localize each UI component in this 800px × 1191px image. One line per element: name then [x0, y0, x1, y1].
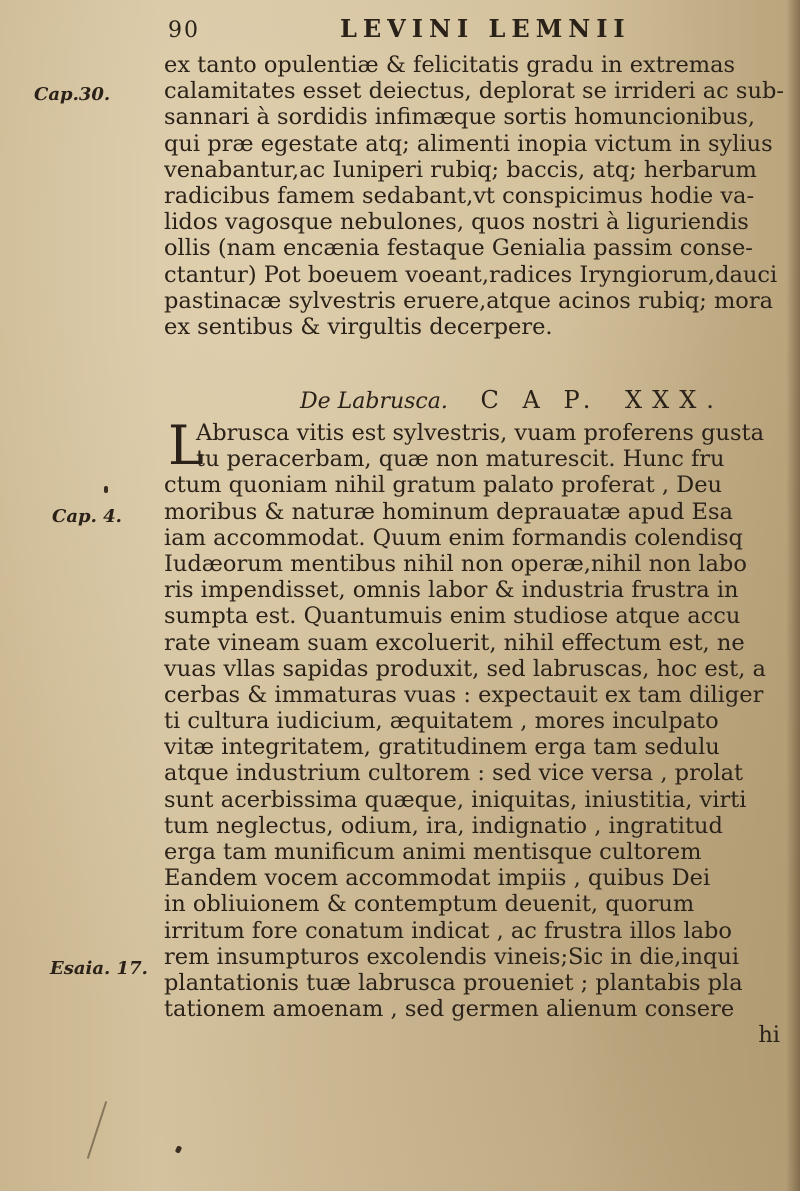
margin-note-cap30: Cap.30. [34, 84, 111, 105]
text-line: atque industrium cultorem : sed vice versa , prolat [164, 760, 744, 787]
page-edge-shadow [786, 0, 800, 1191]
text-line: irritum fore conatum indicat , ac frustra illos labo [164, 917, 732, 944]
text-line: iam accommodat. Quum enim formandis colendisq [164, 524, 743, 551]
chapter-title: De Labrusca. [300, 389, 448, 414]
text-line: ctantur) Pot boeuem voeant,radices Iryngiorum,dauci [164, 261, 778, 288]
ink-dot [104, 486, 108, 493]
text-line: rem insumpturos excolendis vineis;Sic in die,inqui [164, 943, 740, 970]
text-line: qui præ egestate atq; alimenti inopia victum in sylius [164, 130, 773, 157]
text-line: rate vineam suam excoluerit, nihil effectum est, ne [164, 629, 745, 656]
chapter-heading [300, 386, 724, 414]
text-line: venabantur,ac Iuniperi rubiq; baccis, atq; herbarum [164, 156, 757, 183]
running-head: LEVINI LEMNII [340, 14, 631, 43]
text-line: tationem amoenam , sed germen alienum consere [164, 996, 735, 1023]
text-line: ti cultura iudicium, æquitatem , mores inculpato [164, 708, 719, 735]
text-line: Iudæorum mentibus nihil non operæ,nihil non labo [164, 550, 747, 577]
margin-note-esaia: Esaia. 17. [50, 958, 148, 979]
text-line: calamitates esset deiectus, deplorat se irrideri ac sub- [164, 78, 784, 105]
chapter-text [164, 414, 784, 1049]
text-line: tum neglectus, odium, ira, indignatio , ingratitud [164, 812, 723, 839]
text-line: vitæ integritatem, gratitudinem erga tam sedulu [164, 734, 720, 761]
top-paragraph [164, 52, 784, 340]
text-line: ex sentibus & virgultis decerpere. [164, 313, 553, 340]
text-line: pastinacæ sylvestris eruere,atque acinos rubiq; mora [164, 287, 774, 314]
text-line: radicibus famem sedabant,vt conspicimus hodie va- [164, 182, 755, 209]
text-line: erga tam munificum animi mentisque cultorem [164, 839, 702, 865]
page-number: 90 [168, 18, 200, 43]
text-line: vuas vllas sapidas produxit, sed labruscas, hoc est, a [164, 655, 766, 682]
chapter-label: C A P. [480, 386, 599, 414]
text-line: cerbas & immaturas vuas : expectauit ex tam diliger [164, 681, 764, 708]
chapter-number: XXX. [625, 386, 724, 414]
page-header [168, 14, 768, 50]
text-line: moribus & naturæ hominum deprauatæ apud Esa [164, 498, 733, 525]
ink-stroke-mark [87, 1101, 107, 1159]
ink-dot [175, 1145, 182, 1153]
text-line: Abrusca vitis est sylvestris, vuam proferens gusta [196, 420, 764, 446]
drop-cap: L [168, 414, 204, 477]
text-line: sunt acerbissima quæque, iniquitas, iniustitia, virti [164, 786, 747, 813]
text-line: ollis (nam encænia festaque Genialia passim conse- [164, 235, 753, 262]
text-line: ris impendisset, omnis labor & industria frustra in [164, 577, 739, 604]
text-line: in obliuionem & contemptum deuenit, quorum [164, 891, 695, 918]
text-line: plantationis tuæ labrusca proueniet ; plantabis pla [164, 969, 743, 996]
text-line: sannari à sordidis infimæque sortis homuncionibus, [164, 104, 756, 131]
text-line: lidos vagosque nebulones, quos nostri à liguriendis [164, 209, 749, 236]
text-line: ctum quoniam nihil gratum palato proferat , Deu [164, 472, 722, 499]
margin-note-cap4: Cap. 4. [52, 506, 122, 527]
text-line: hi [758, 1022, 780, 1049]
text-line: sumpta est. Quantumuis enim studiose atque accu [164, 603, 741, 630]
text-line: ex tanto opulentiæ & felicitatis gradu in extremas [164, 52, 736, 78]
text-line: Eandem vocem accommodat impiis , quibus Dei [164, 865, 711, 892]
text-line: tu peracerbam, quæ non maturescit. Hunc fru [196, 446, 725, 473]
